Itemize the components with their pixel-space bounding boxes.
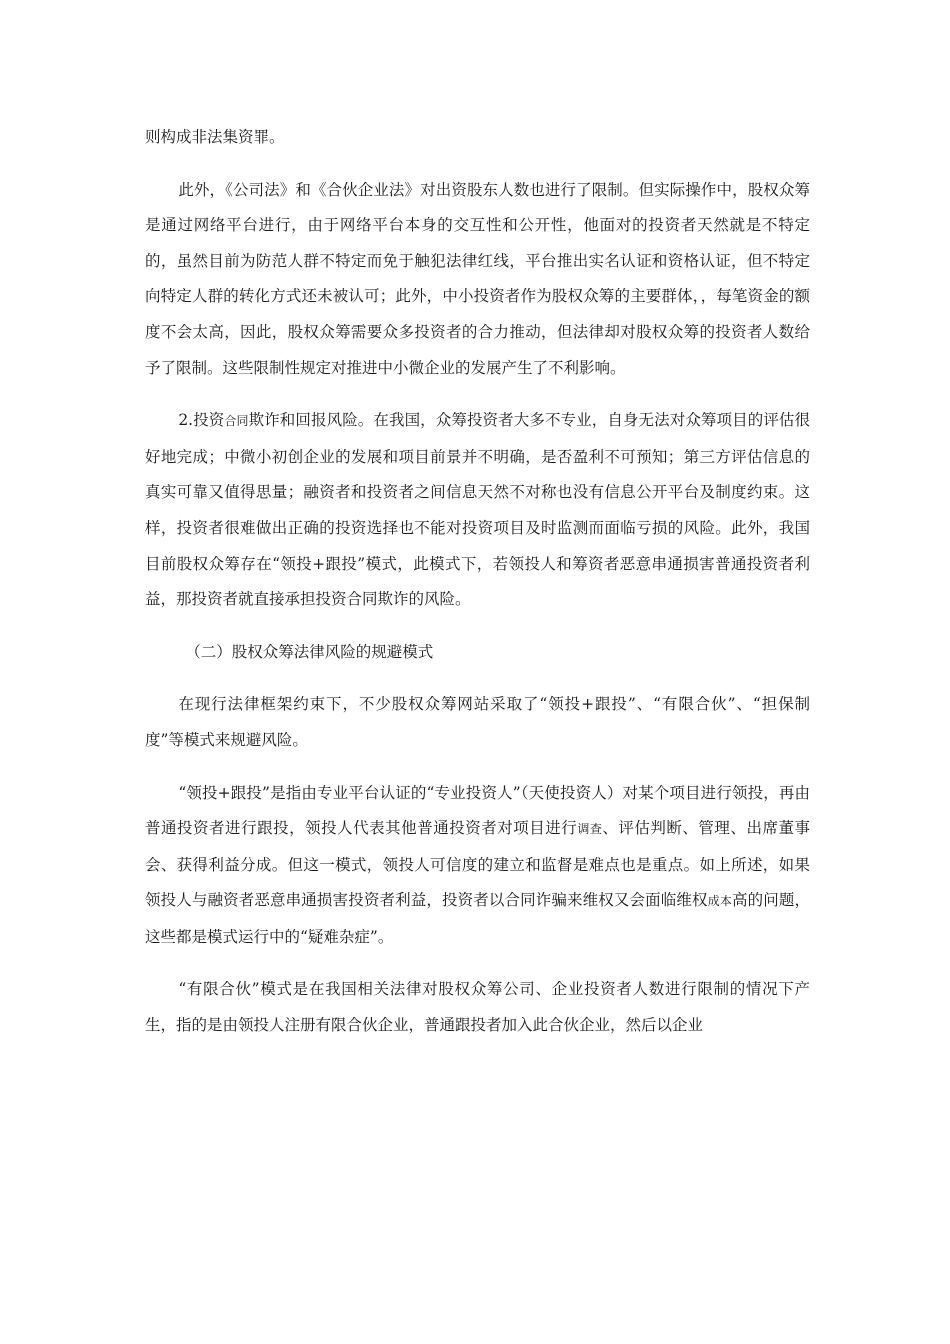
- paragraph-lead-follow-model: [145, 776, 810, 956]
- paragraph-avoidance-models: 在现行法律框架约束下，不少股权众筹网站采取了“领投+跟投”、“有限合伙”、“担保制度”等模式来规避风险。: [145, 695, 810, 749]
- fraud-risk-body: 欺诈和回报风险。在我国，众筹投资者大多不专业，自身无法对众筹项目的评估很好地完成；中微小初创企业的发展和项目前景并不明确，是否盈利不可预知；第三方评估信息的真实可靠又值得思量；融资者和投资者之间信息天然不对称也没有信息公开平台及制度约束。这样，投资者很难做出正确的投资选择也不能对投资项目及时监测而面临亏损的风险。此外，我国目前股权众筹存在“领投+跟投”模式，此模式下，若领投人和筹资者恶意串通损害普通投资者利益，那投资者就直接承担投资合同欺诈的风险。: [145, 411, 810, 609]
- fraud-risk-small-term: 合同: [224, 414, 249, 429]
- lead-follow-middle: 、评估判断、管理、出席董事会、获得利益分成。但这一模式，领投人可信度的建立和监督是难点也是重点。如上所述，如果领投人与融资者恶意串通损害投资者利益，投资者以合同诈骗来维权又会面临维权: [145, 819, 810, 910]
- lead-follow-small-term-1: 调查: [577, 822, 603, 837]
- lead-follow-lead: “领投+跟投”是指由专业平台认证的“专业投资人”（天使投资人）对某个项目进行领投，再由普通投资者进行跟投，领投人代表其他普通投资者对项目进行: [145, 783, 810, 838]
- lead-follow-small-term-2: 成本: [707, 894, 732, 909]
- paragraph-shareholder-limits: 此外，《公司法》和《合伙企业法》对出资股东人数也进行了限制。但实际操作中，股权众筹是通过网络平台进行，由于网络平台本身的交互性和公开性，他面对的投资者天然就是不特定的，虽然目前为防范人群不特定而免于触犯法律红线，平台推出实名认证和资格认证，但不特定向特定人群的转化方式还未被认可；此外，中小投资者作为股权众筹的主要群体，，每笔资金的额度不会太高，因此，股权众筹需要众多投资者的合力推动，但法律却对股权众筹的投资者人数给予了限制。这些限制性规定对推进中小微企业的发展产生了不利影响。: [145, 180, 810, 377]
- document-body: [145, 120, 810, 1061]
- paragraph-continuation: 则构成非法集资罪。: [145, 128, 285, 146]
- fraud-risk-lead: 2.投资: [178, 411, 225, 430]
- lead-follow-tail: 高的问题，这些都是模式运行中的“疑难杂症”。: [145, 891, 810, 946]
- section-heading: （二）股权众筹法律风险的规避模式: [185, 642, 434, 661]
- paragraph-fraud-risk: [145, 403, 810, 618]
- paragraph-limited-partnership: “有限合伙”模式是在我国相关法律对股权众筹公司、企业投资者人数进行限制的情况下产生，指的是由领投人注册有限合伙企业，普通跟投者加入此合伙企业，然后以企业: [145, 980, 810, 1035]
